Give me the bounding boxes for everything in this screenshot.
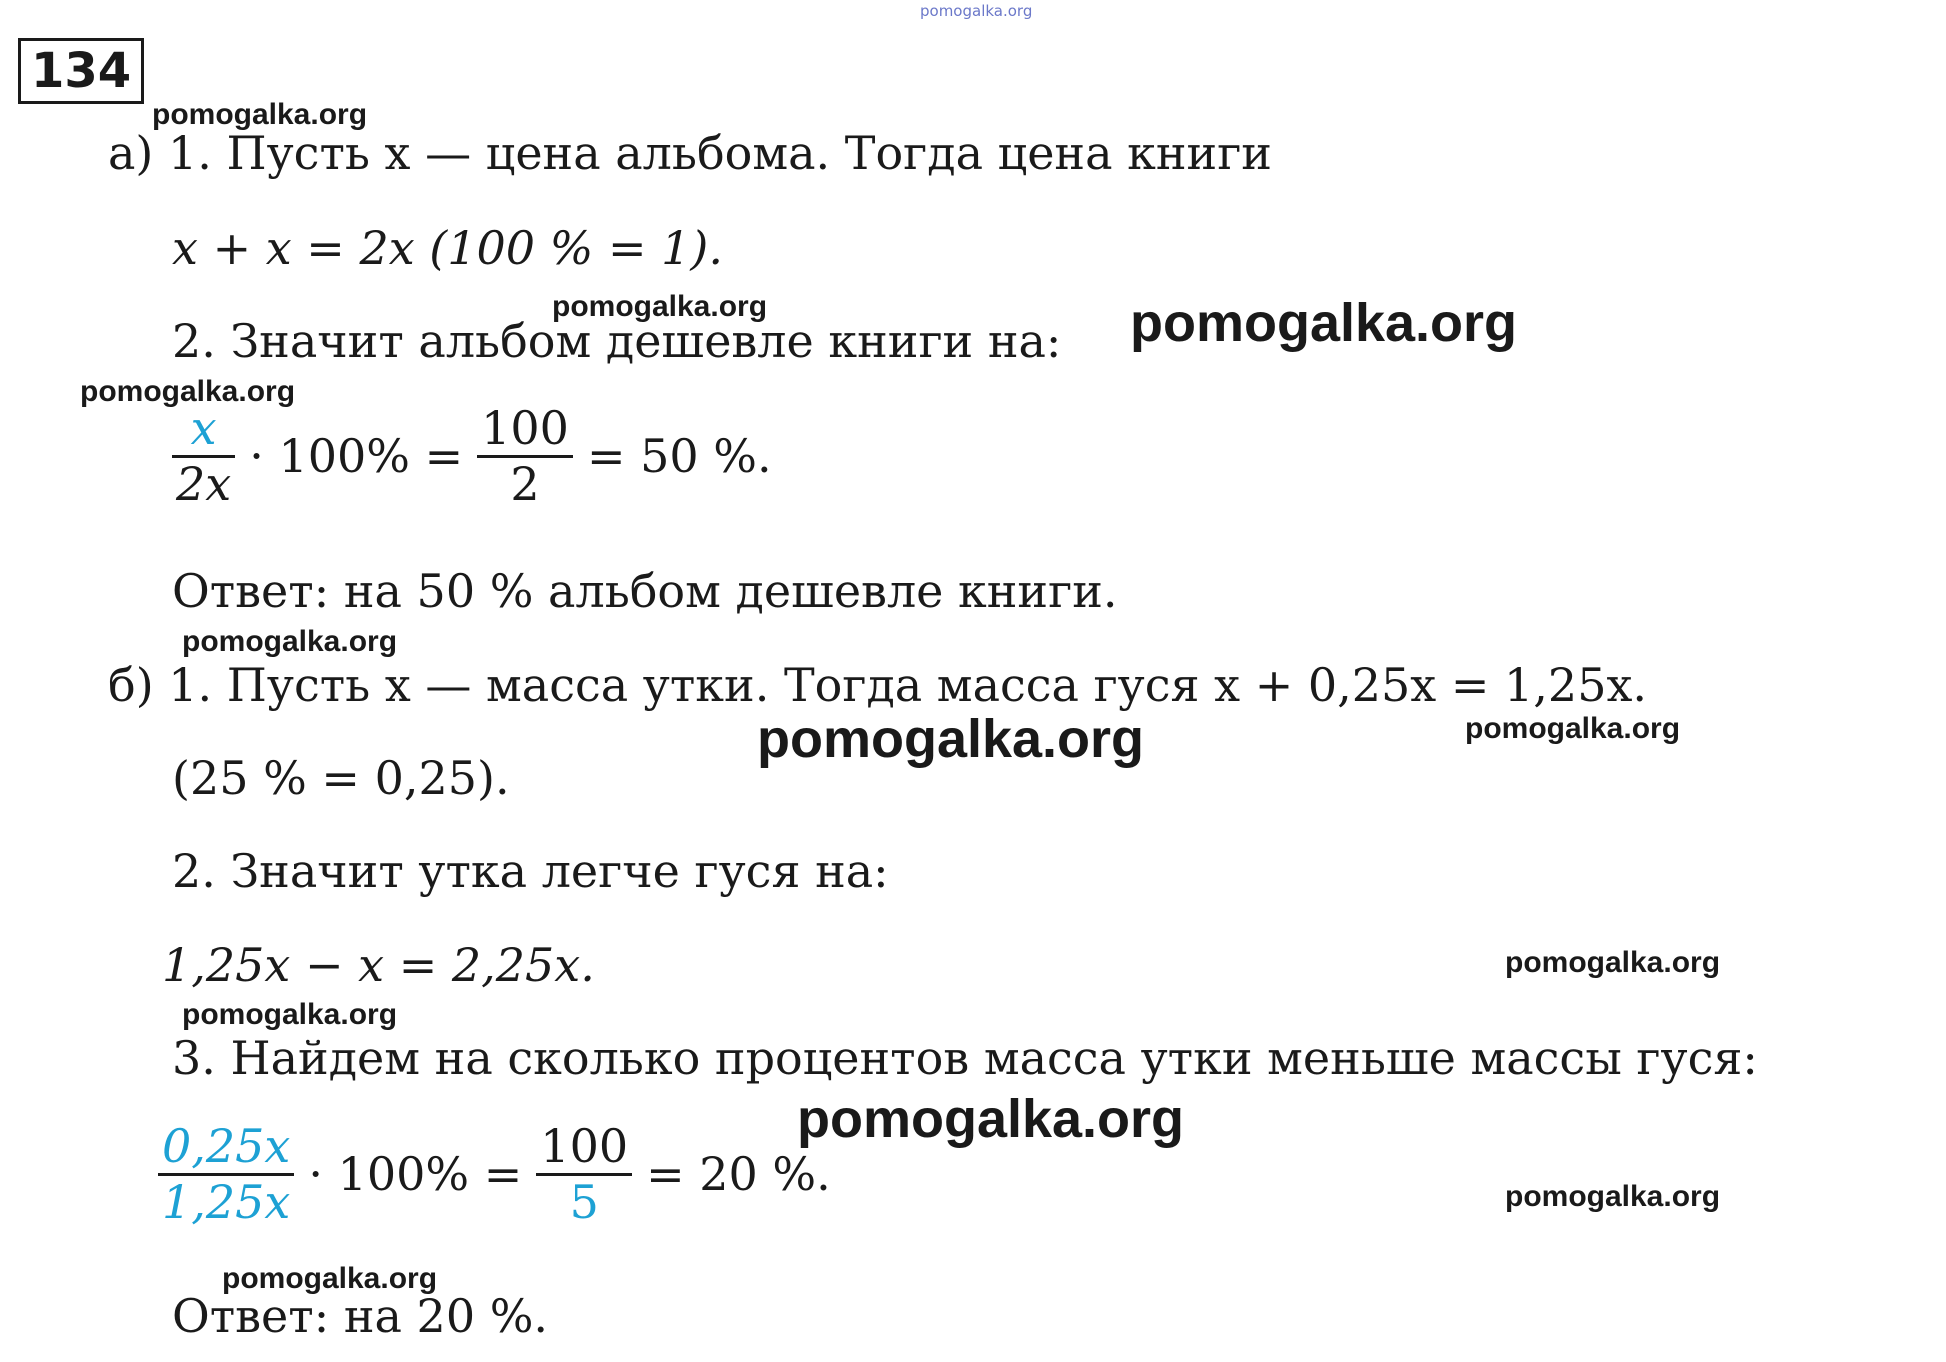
top-watermark: pomogalka.org — [920, 2, 1033, 20]
result-text: = 50 %. — [586, 429, 772, 484]
watermark: pomogalka.org — [552, 290, 768, 323]
part-a-line-1: а) 1. Пусть x — цена альбома. Тогда цена книги — [108, 126, 1272, 180]
part-b-equation — [158, 1120, 831, 1229]
watermark: pomogalka.org — [80, 375, 296, 408]
watermark: pomogalka.org — [1505, 946, 1721, 979]
part-a-line-2: x + x = 2x (100 % = 1). — [172, 221, 723, 275]
watermark: pomogalka.org — [1505, 1180, 1721, 1213]
fraction-denominator: 2x — [176, 456, 232, 511]
watermark: pomogalka.org — [797, 1089, 1185, 1149]
watermark: pomogalka.org — [1130, 293, 1518, 353]
watermark: pomogalka.org — [757, 709, 1145, 769]
problem-number: 134 — [18, 38, 144, 104]
fraction-numerator: x — [190, 401, 217, 455]
multiply-text: · 100% = — [308, 1147, 523, 1202]
part-b-line-4: 1,25x − x = 2,25x. — [162, 938, 595, 992]
part-a-equation — [172, 402, 772, 511]
watermark: pomogalka.org — [222, 1262, 438, 1295]
part-b-line-1: б) 1. Пусть x — масса утки. Тогда масса гуся x + 0,25x = 1,25x. — [108, 658, 1648, 712]
part-b-fraction-1 — [158, 1120, 294, 1229]
part-b-fraction-2 — [536, 1120, 632, 1229]
fraction-denominator: 2 — [510, 456, 540, 511]
part-a-fraction-1 — [172, 402, 235, 511]
part-a-answer: Ответ: на 50 % альбом дешевле книги. — [172, 564, 1118, 618]
multiply-text: · 100% = — [249, 429, 464, 484]
result-text: = 20 %. — [646, 1147, 831, 1202]
part-b-line-5: 3. Найдем на сколько процентов масса утки меньше массы гуся: — [172, 1031, 1758, 1085]
fraction-denominator: 5 — [569, 1174, 599, 1229]
part-b-answer: Ответ: на 20 %. — [172, 1289, 549, 1343]
fraction-numerator: 100 — [540, 1119, 629, 1173]
part-a-line-3: 2. Значит альбом дешевле книги на: — [172, 314, 1062, 368]
fraction-numerator: 100 — [481, 401, 569, 455]
fraction-numerator: 0,25x — [162, 1119, 291, 1173]
part-b-line-3: 2. Значит утка легче гуся на: — [172, 844, 889, 898]
watermark: pomogalka.org — [152, 98, 368, 131]
fraction-denominator: 1,25x — [162, 1174, 291, 1229]
watermark: pomogalka.org — [182, 625, 398, 658]
watermark: pomogalka.org — [182, 998, 398, 1031]
part-b-line-2: (25 % = 0,25). — [172, 751, 510, 805]
watermark: pomogalka.org — [1465, 712, 1681, 745]
part-a-fraction-2 — [477, 402, 573, 511]
